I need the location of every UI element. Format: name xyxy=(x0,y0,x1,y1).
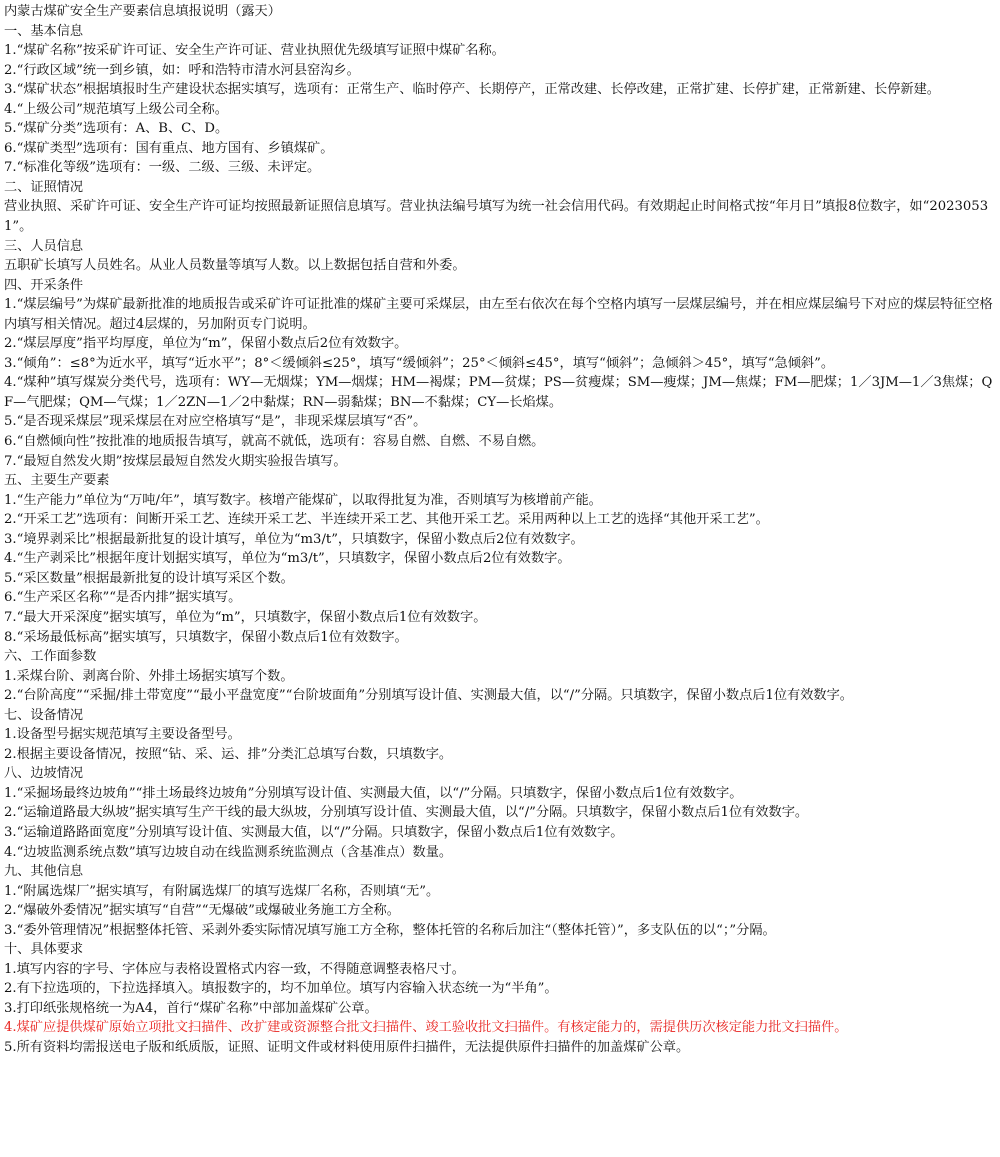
section-heading: 十、具体要求 xyxy=(4,942,84,958)
instruction-line: 4.“边坡监测系统点数”填写边坡自动在线监测系统监测点（含基准点）数量。 xyxy=(4,844,453,860)
instruction-line: 1.填写内容的字号、字体应与表格设置格式内容一致，不得随意调整表格尺寸。 xyxy=(4,961,465,977)
instruction-line: 8.“采场最低标高”据实填写，只填数字，保留小数点后1位有效数字。 xyxy=(4,629,408,645)
instruction-line: 3.打印纸张规格统一为A4，首行“煤矿名称”中部加盖煤矿公章。 xyxy=(4,1000,378,1016)
instruction-line: 1.“煤矿名称”按采矿许可证、安全生产许可证、营业执照优先级填写证照中煤矿名称。 xyxy=(4,43,505,59)
instruction-line: 1.“采掘场最终边坡角”“排土场最终边坡角”分别填写设计值、实测最大值，以“/”分隔。只填数字，保留小数点后1位有效数字。 xyxy=(4,785,743,801)
instruction-line: 1.设备型号据实规范填写主要设备型号。 xyxy=(4,727,241,743)
instruction-line: 2.“爆破外委情况”据实填写“自营”“无爆破”或爆破业务施工方全称。 xyxy=(4,903,400,919)
instruction-line: 5.“采区数量”根据最新批复的设计填写采区个数。 xyxy=(4,570,294,586)
instruction-line: 2.“运输道路最大纵坡”据实填写生产干线的最大纵坡，分别填写设计值、实测最大值，以“/”分隔。只填数字，保留小数点后1位有效数字。 xyxy=(4,805,809,821)
document-title: 内蒙古煤矿安全生产要素信息填报说明（露天） xyxy=(4,4,281,19)
section-heading: 四、开采条件 xyxy=(4,277,84,293)
instruction-line: 4.“煤种”填写煤炭分类代号，选项有：WY—无烟煤；YM—烟煤；HM—褐煤；PM—贫煤；PS—贫瘦煤；SM—瘦煤；JM—焦煤；FM—肥煤；1／3JM—1／3焦煤；QF—气肥煤；QM—气煤；1／2ZN—1／2中黏煤；RN—弱黏煤；BN—不黏煤；CY—长焰煤。 xyxy=(4,375,993,410)
instruction-line: 3.“委外管理情况”根据整体托管、采剥外委实际情况填写施工方全称，整体托管的名称后加注“（整体托管）”，多支队伍的以“；”分隔。 xyxy=(4,922,776,938)
instruction-line: 2.“煤层厚度”指平均厚度，单位为“m”，保留小数点后2位有效数字。 xyxy=(4,336,408,352)
section-heading: 八、边坡情况 xyxy=(4,766,84,782)
instruction-line: 2.根据主要设备情况，按照“钻、采、运、排”分类汇总填写台数，只填数字。 xyxy=(4,746,453,762)
instruction-line: 5.“煤矿分类”选项有：A、B、C、D。 xyxy=(4,121,229,137)
section-heading: 六、工作面参数 xyxy=(4,649,97,665)
instruction-line: 4.“生产剥采比”根据年度计划据实填写，单位为“m3/t”，只填数字，保留小数点后2位有效数字。 xyxy=(4,551,571,567)
instruction-line: 4.煤矿应提供煤矿原始立项批文扫描件、改扩建或资源整合批文扫描件、竣工验收批文扫描件。有核定能力的，需提供历次核定能力批文扫描件。 xyxy=(4,1020,848,1036)
section-heading: 九、其他信息 xyxy=(4,864,84,880)
instruction-line: 2.“台阶高度”“采掘/排土带宽度”“最小平盘宽度”“台阶坡面角”分别填写设计值、实测最大值，以“/”分隔。只填数字，保留小数点后1位有效数字。 xyxy=(4,688,853,704)
instruction-line: 2.“开采工艺”选项有：间断开采工艺、连续开采工艺、半连续开采工艺、其他开采工艺。采用两种以上工艺的选择“其他开采工艺”。 xyxy=(4,512,769,528)
instruction-line: 4.“上级公司”规范填写上级公司全称。 xyxy=(4,101,228,117)
instruction-line: 6.“煤矿类型”选项有：国有重点、地方国有、乡镇煤矿。 xyxy=(4,140,334,156)
instruction-line: 5.“是否现采煤层”现采煤层在对应空格填写“是”，非现采煤层填写“否”。 xyxy=(4,414,427,430)
instruction-line: 五职矿长填写人员姓名。从业人员数量等填写人数。以上数据包括自营和外委。 xyxy=(4,258,466,274)
instruction-line: 6.“自燃倾向性”按批准的地质报告填写，就高不就低，选项有：容易自燃、自燃、不易自燃。 xyxy=(4,434,545,450)
instruction-line: 1.“煤层编号”为煤矿最新批准的地质报告或采矿许可证批准的煤矿主要可采煤层，由左至右依次在每个空格内填写一层煤层编号，并在相应煤层编号下对应的煤层特征空格内填写相关情况。超过4层煤的，另加附页专门说明。 xyxy=(4,297,993,332)
instruction-line: 7.“最短自然发火期”按煤层最短自然发火期实验报告填写。 xyxy=(4,453,347,469)
instruction-line: 3.“煤矿状态”根据填报时生产建设状态据实填写，选项有：正常生产、临时停产、长期停产，正常改建、长停改建，正常扩建、长停扩建，正常新建、长停新建。 xyxy=(4,82,940,98)
instruction-line: 3.“境界剥采比”根据最新批复的设计填写，单位为“m3/t”，只填数字，保留小数点后2位有效数字。 xyxy=(4,531,584,547)
instruction-line: 7.“标准化等级”选项有：一级、二级、三级、未评定。 xyxy=(4,160,321,176)
instruction-line: 3.“倾角”：≤8°为近水平，填写“近水平”；8°＜缓倾斜≤25°，填写“缓倾斜”；25°＜倾斜≤45°，填写“倾斜”；急倾斜＞45°，填写“急倾斜”。 xyxy=(4,355,835,371)
instruction-line: 6.“生产采区名称”“是否内排”据实填写。 xyxy=(4,590,242,606)
section-heading: 三、人员信息 xyxy=(4,238,84,254)
section-heading: 一、基本信息 xyxy=(4,23,84,39)
instruction-line: 7.“最大开采深度”据实填写，单位为“m”，只填数字，保留小数点后1位有效数字。 xyxy=(4,609,487,625)
section-heading: 七、设备情况 xyxy=(4,707,84,723)
instruction-line: 5.所有资料均需报送电子版和纸质版，证照、证明文件或材料使用原件扫描件，无法提供原件扫描件的加盖煤矿公章。 xyxy=(4,1039,690,1055)
instruction-line: 2.“行政区域”统一到乡镇，如：呼和浩特市清水河县窑沟乡。 xyxy=(4,62,360,78)
section-heading: 二、证照情况 xyxy=(4,179,84,195)
instruction-line: 1.“附属选煤厂”据实填写，有附属选煤厂的填写选煤厂名称，否则填“无”。 xyxy=(4,883,440,899)
instruction-line: 3.“运输道路路面宽度”分别填写设计值、实测最大值，以“/”分隔。只填数字，保留小数点后1位有效数字。 xyxy=(4,824,624,840)
instruction-line: 营业执照、采矿许可证、安全生产许可证均按照最新证照信息填写。营业执法编号填写为统一社会信用代码。有效期起止时间格式按“年月日”填报8位数字，如“20230531”。 xyxy=(4,199,989,235)
instruction-list xyxy=(4,22,996,1058)
instruction-line: 1.“生产能力”单位为“万吨/年”，填写数字。核增产能煤矿，以取得批复为准，否则填写为核增前产能。 xyxy=(4,492,602,508)
section-heading: 五、主要生产要素 xyxy=(4,473,110,489)
instruction-line: 2.有下拉选项的，下拉选择填入。填报数字的，均不加单位。填写内容输入状态统一为“半角”。 xyxy=(4,981,558,997)
instruction-line: 1.采煤台阶、剥离台阶、外排土场据实填写个数。 xyxy=(4,668,294,684)
